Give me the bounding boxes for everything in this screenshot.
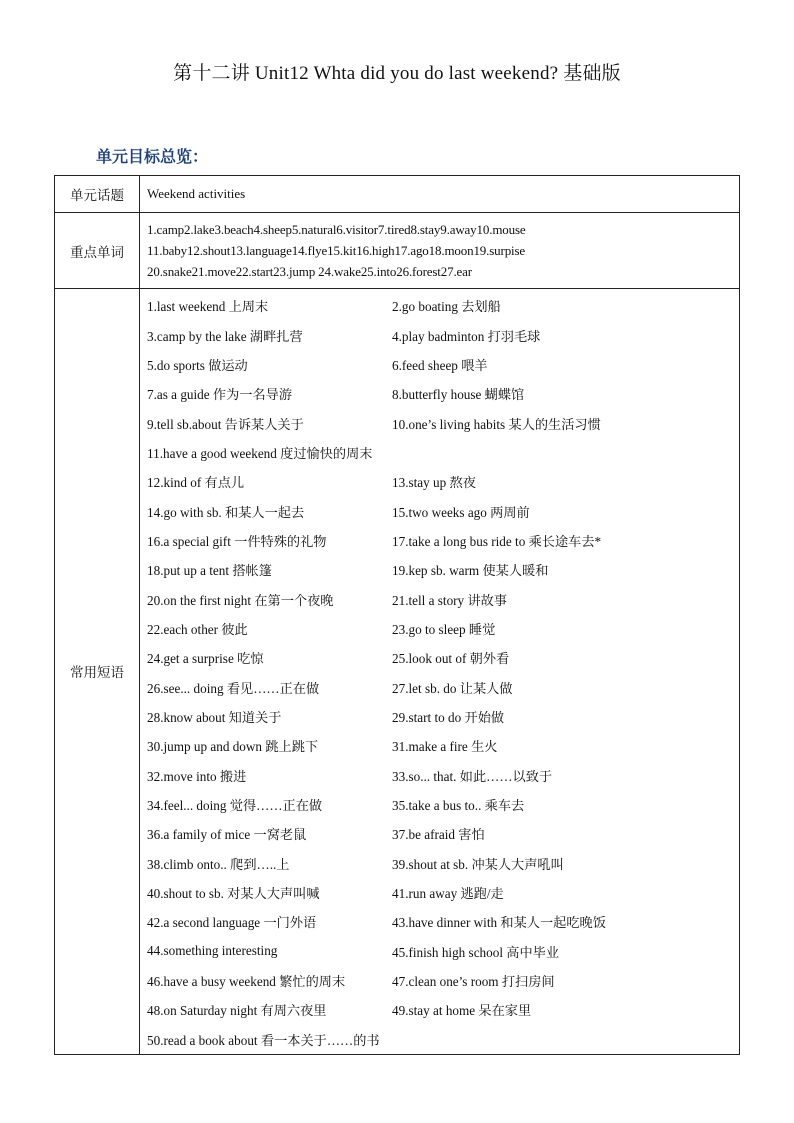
phrase-item: 45.finish high school 高中毕业	[392, 944, 560, 960]
phrase-item: 23.go to sleep 睡觉	[392, 621, 496, 637]
phrase-item: 14.go with sb. 和某人一起去	[147, 504, 305, 520]
phrase-item: 4.play badminton 打羽毛球	[392, 328, 541, 344]
phrases-cell	[140, 289, 740, 1055]
phrase-item: 35.take a bus to.. 乘车去	[392, 798, 525, 814]
vocab-cell	[140, 213, 740, 289]
page-title: 第十二讲 Unit12 Whta did you do last weekend? 基础版	[173, 63, 621, 84]
vocab-line: 20.snake21.move22.start23.jump 24.wake25.into26.forest27.ear	[147, 264, 472, 279]
phrase-row	[147, 790, 732, 819]
phrase-item: 32.move into 搬进	[147, 768, 247, 784]
phrase-item: 48.on Saturday night 有周六夜里	[147, 1003, 327, 1019]
phrase-item: 18.put up a tent 搭帐篷	[147, 563, 272, 579]
topic-value: Weekend activities	[140, 176, 740, 213]
phrase-item: 30.jump up and down 跳上跳下	[147, 739, 319, 755]
unit-overview-table	[54, 175, 740, 1055]
phrase-row	[147, 819, 732, 848]
phrase-item: 43.have dinner with 和某人一起吃晚饭	[392, 915, 606, 931]
phrase-item: 19.kep sb. warm 使某人暖和	[392, 563, 549, 579]
phrase-row	[147, 907, 732, 936]
phrase-item: 25.look out of 朝外看	[392, 651, 510, 667]
phrase-row	[147, 878, 732, 907]
phrases-label: 常用短语	[55, 289, 140, 1055]
table-row-phrases	[55, 289, 740, 1055]
phrase-item: 8.butterfly house 蝴蝶馆	[392, 387, 525, 403]
phrase-item: 26.see... doing 看见……正在做	[147, 680, 320, 696]
phrase-item: 20.on the first night 在第一个夜晚	[147, 592, 334, 608]
table-row-vocab	[55, 213, 740, 289]
table-row-topic	[55, 176, 740, 213]
phrase-row	[147, 966, 732, 995]
phrase-row	[147, 526, 732, 555]
phrase-item: 47.clean one’s room 打扫房间	[392, 974, 555, 990]
phrase-item: 36.a family of mice 一窝老鼠	[147, 827, 307, 843]
phrase-item: 12.kind of 有点儿	[147, 475, 245, 491]
phrase-item: 44.something interesting	[147, 943, 278, 959]
vocab-line: 1.camp2.lake3.beach4.sheep5.natural6.visitor7.tired8.stay9.away10.mouse	[147, 222, 526, 237]
phrase-item: 31.make a fire 生火	[392, 739, 498, 755]
phrase-item: 28.know about 知道关于	[147, 709, 282, 725]
phrase-row	[147, 379, 732, 408]
phrase-row	[147, 937, 732, 966]
phrase-item: 9.tell sb.about 告诉某人关于	[147, 416, 304, 432]
phrase-row	[147, 995, 732, 1024]
phrase-item: 50.read a book about 看一本关于……的书	[147, 1032, 380, 1048]
phrase-row	[147, 672, 732, 701]
phrase-row	[147, 467, 732, 496]
phrase-item: 41.run away 逃跑/走	[392, 886, 504, 902]
phrase-item: 1.last weekend 上周末	[147, 299, 269, 315]
phrase-item: 29.start to do 开始做	[392, 709, 505, 725]
phrase-item: 6.feed sheep 喂羊	[392, 357, 488, 373]
phrase-item: 22.each other 彼此	[147, 621, 248, 637]
phrase-row	[147, 761, 732, 790]
phrase-item: 49.stay at home 呆在家里	[392, 1003, 532, 1019]
phrase-item: 38.climb onto.. 爬到…..上	[147, 856, 290, 872]
phrase-item: 46.have a busy weekend 繁忙的周末	[147, 974, 346, 990]
phrase-item: 3.camp by the lake 湖畔扎营	[147, 328, 303, 344]
phrase-item: 24.get a surprise 吃惊	[147, 651, 264, 667]
phrase-row	[147, 555, 732, 584]
phrase-item: 15.two weeks ago 两周前	[392, 504, 530, 520]
phrase-row	[147, 438, 732, 467]
phrase-item: 16.a special gift 一件特殊的礼物	[147, 533, 327, 549]
phrase-row	[147, 1025, 732, 1054]
section-heading: 单元目标总览：	[96, 147, 209, 166]
phrase-item: 5.do sports 做运动	[147, 357, 248, 373]
phrase-item: 10.one’s living habits 某人的生活习惯	[392, 416, 601, 432]
vocab-line: 11.baby12.shout13.language14.flye15.kit16.high17.ago18.moon19.surpise	[147, 243, 526, 258]
phrase-row	[147, 702, 732, 731]
phrase-item: 2.go boating 去划船	[392, 299, 501, 315]
phrase-item: 37.be afraid 害怕	[392, 827, 485, 843]
phrase-item: 13.stay up 熬夜	[392, 475, 476, 491]
phrase-row	[147, 643, 732, 672]
phrase-item: 33.so... that. 如此……以致于	[392, 768, 553, 784]
phrase-item: 11.have a good weekend 度过愉快的周末	[147, 445, 373, 461]
phrase-item: 21.tell a story 讲故事	[392, 592, 508, 608]
vocab-label: 重点单词	[55, 213, 140, 289]
phrase-row	[147, 849, 732, 878]
phrase-row	[147, 731, 732, 760]
phrase-row	[147, 584, 732, 613]
phrase-row	[147, 350, 732, 379]
phrase-row	[147, 291, 732, 320]
phrase-row	[147, 614, 732, 643]
phrase-row	[147, 496, 732, 525]
phrase-row	[147, 320, 732, 349]
phrase-item: 17.take a long bus ride to 乘长途车去*	[392, 533, 602, 549]
phrase-item: 7.as a guide 作为一名导游	[147, 387, 293, 403]
phrase-item: 34.feel... doing 觉得……正在做	[147, 798, 323, 814]
phrase-item: 39.shout at sb. 冲某人大声吼叫	[392, 856, 564, 872]
phrase-item: 42.a second language 一门外语	[147, 915, 317, 931]
phrase-item: 27.let sb. do 让某人做	[392, 680, 513, 696]
phrase-item: 40.shout to sb. 对某人大声叫喊	[147, 886, 320, 902]
phrase-row	[147, 408, 732, 437]
topic-label: 单元话题	[55, 176, 140, 213]
